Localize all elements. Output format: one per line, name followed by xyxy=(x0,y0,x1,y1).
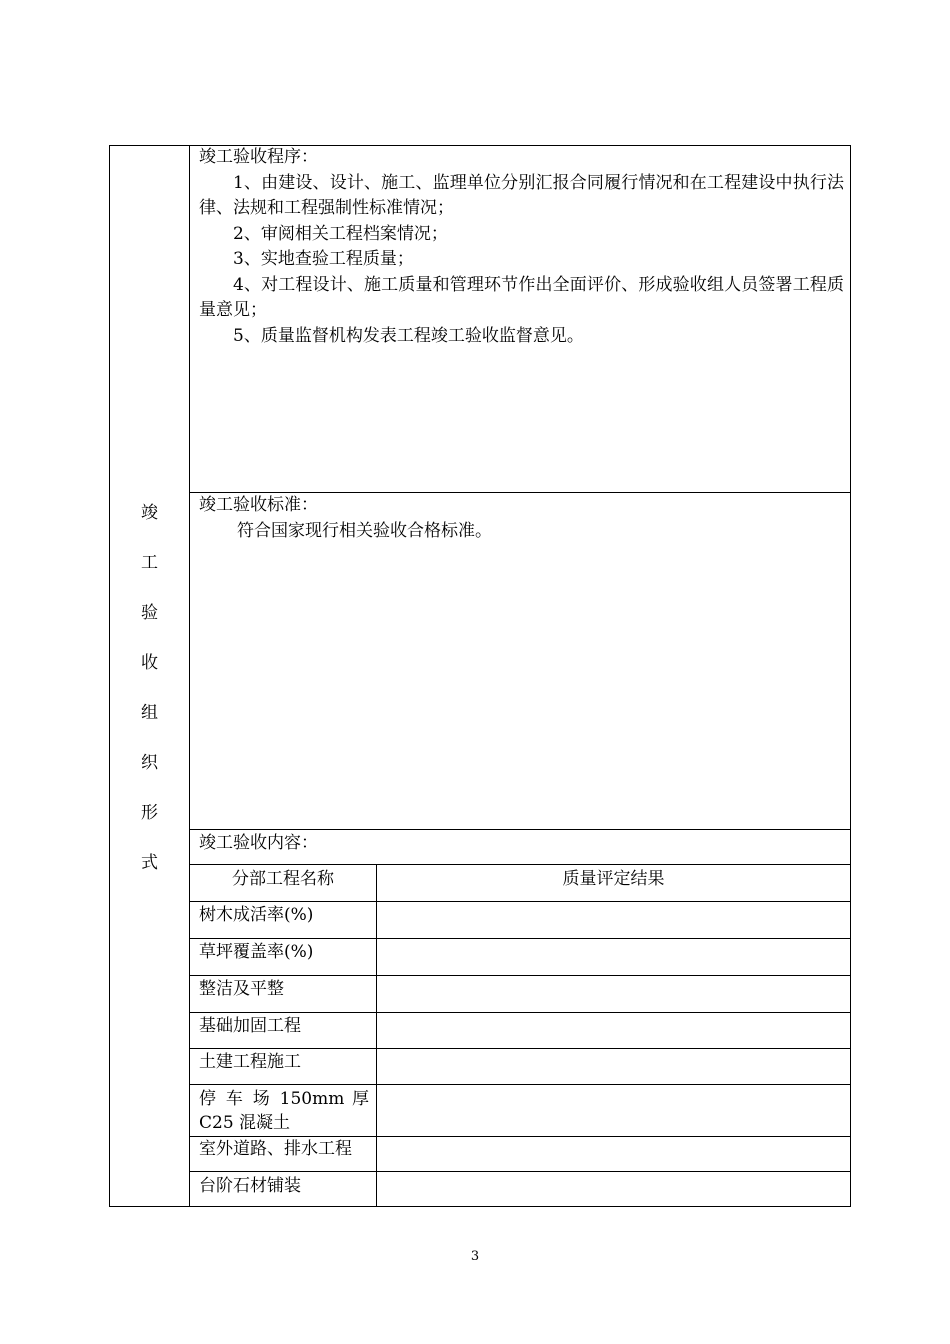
table-row-line xyxy=(189,1048,851,1049)
procedure-item: 5、质量监督机构发表工程竣工验收监督意见。 xyxy=(233,325,584,346)
procedure-item: 2、审阅相关工程档案情况； xyxy=(233,223,448,244)
page-number: 3 xyxy=(470,1249,480,1264)
procedure-item: 4、对工程设计、施工质量和管理环节作出全面评价、形成验收组人员签署工程质量意见； xyxy=(199,274,844,320)
procedure-heading: 竣工验收程序： xyxy=(199,147,318,167)
procedure-item: 1、由建设、设计、施工、监理单位分别汇报合同履行情况和在工程建设中执行法律、法规和工程强制性标准情况； xyxy=(199,172,844,218)
side-label-char: 组 xyxy=(141,703,158,723)
table-row-label: 草坪覆盖率(%) xyxy=(199,942,314,962)
table-row-line xyxy=(189,1012,851,1013)
table-row-line xyxy=(189,1171,851,1172)
side-label-char: 形 xyxy=(141,803,158,823)
standard-divider xyxy=(189,829,851,830)
content-heading-divider xyxy=(189,864,851,865)
side-label xyxy=(110,488,189,888)
standard-section xyxy=(199,493,844,544)
standard-heading: 竣工验收标准： xyxy=(199,495,318,515)
result-column-divider xyxy=(376,864,377,1207)
table-row-line xyxy=(189,1084,851,1085)
column-header-result: 质量评定结果 xyxy=(562,869,665,889)
procedure-item: 3、实地查验工程质量； xyxy=(233,249,414,269)
table-row-label-line: C25 混凝土 xyxy=(199,1113,291,1133)
standard-text: 符合国家现行相关验收合格标准。 xyxy=(237,520,492,541)
side-label-char: 收 xyxy=(141,653,158,673)
column-header-name: 分部工程名称 xyxy=(232,869,334,889)
table-row-line xyxy=(189,901,851,902)
table-row-label-line: 停 车 场 150mm 厚 xyxy=(199,1089,369,1109)
procedure-section xyxy=(199,145,844,349)
side-label-char: 式 xyxy=(141,853,158,873)
table-row-label: 土建工程施工 xyxy=(199,1052,301,1072)
table-row-line xyxy=(189,938,851,939)
table-row-label: 整洁及平整 xyxy=(199,979,284,999)
content-heading: 竣工验收内容： xyxy=(199,833,318,853)
side-label-char: 竣 xyxy=(141,503,158,523)
table-row-label: 树木成活率(%) xyxy=(199,905,314,925)
table-row-label: 室外道路、排水工程 xyxy=(199,1139,352,1159)
table-row-line xyxy=(189,975,851,976)
table-row-label xyxy=(199,1087,369,1135)
side-label-char: 工 xyxy=(141,553,158,573)
table-row-label: 基础加固工程 xyxy=(199,1016,301,1036)
side-label-char: 验 xyxy=(141,603,158,623)
table-row-label: 台阶石材铺装 xyxy=(199,1176,301,1196)
side-label-char: 织 xyxy=(141,753,158,773)
